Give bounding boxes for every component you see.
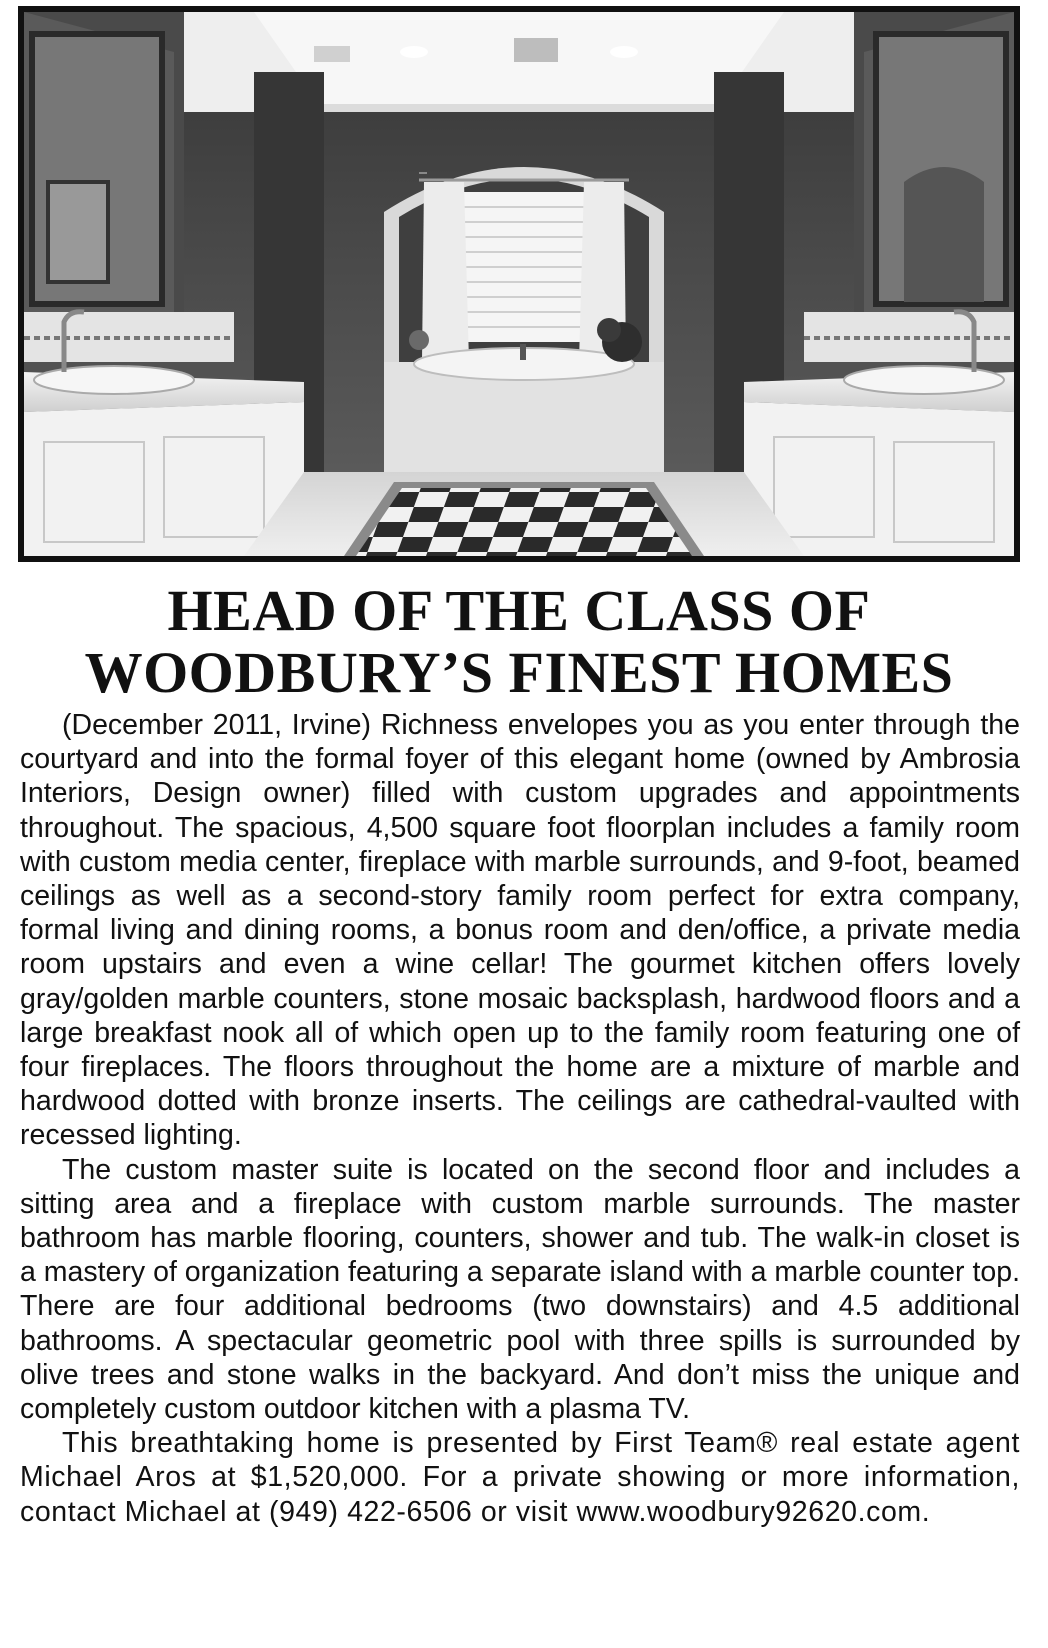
article-body (20, 708, 1020, 1529)
listing-photo (18, 6, 1020, 562)
bathroom-photo-illustration (24, 12, 1014, 556)
headline-line-1: HEAD OF THE CLASS OF (167, 578, 871, 643)
article-paragraph-1: (December 2011, Irvine) Richness envelopes you as you enter through the courtyard and into the formal foyer of this elegant home (owned by Ambrosia Interiors, Design owner) filled with custom upgrades and appointments throughout. The spacious, 4,500 square foot floorplan includes a family room with custom media center, fireplace with marble surrounds, and 9-foot, beamed ceilings as well as a second-story family room perfect for extra company, formal living and dining rooms, a bonus room and den/office, a private media room upstairs and even a wine cellar! The gourmet kitchen offers lovely gray/golden marble counters, stone mosaic backsplash, hardwood floors and a large breakfast nook all of which open up to the family room featuring one of four fireplaces. The floors throughout the home are a mixture of marble and hardwood dotted with bronze inserts. The ceilings are cathedral-vaulted with recessed lighting. (20, 709, 1020, 1152)
headline (18, 580, 1020, 704)
headline-line-2: WOODBURY’S FINEST HOMES (84, 640, 954, 705)
article-paragraph-2: The custom master suite is located on the second floor and includes a sitting area and a fireplace with custom marble surrounds. The master bathroom has marble flooring, counters, shower and tub. The walk-in closet is a mastery of organization featuring a separate island with a marble counter top. There are four additional bedrooms (two downstairs) and 4.5 additional bathrooms. A spectacular geometric pool with three spills is surrounded by olive trees and stone walks in the backyard. And don’t miss the unique and completely custom outdoor kitchen with a plasma TV. (20, 1153, 1020, 1426)
article-paragraph-3: This breathtaking home is presented by First Team® real estate agent Michael Aros at $1,520,000. For a private showing or more information, contact Michael at (949) 422-6506 or visit www.woodbury92620.com. (20, 1427, 1020, 1528)
